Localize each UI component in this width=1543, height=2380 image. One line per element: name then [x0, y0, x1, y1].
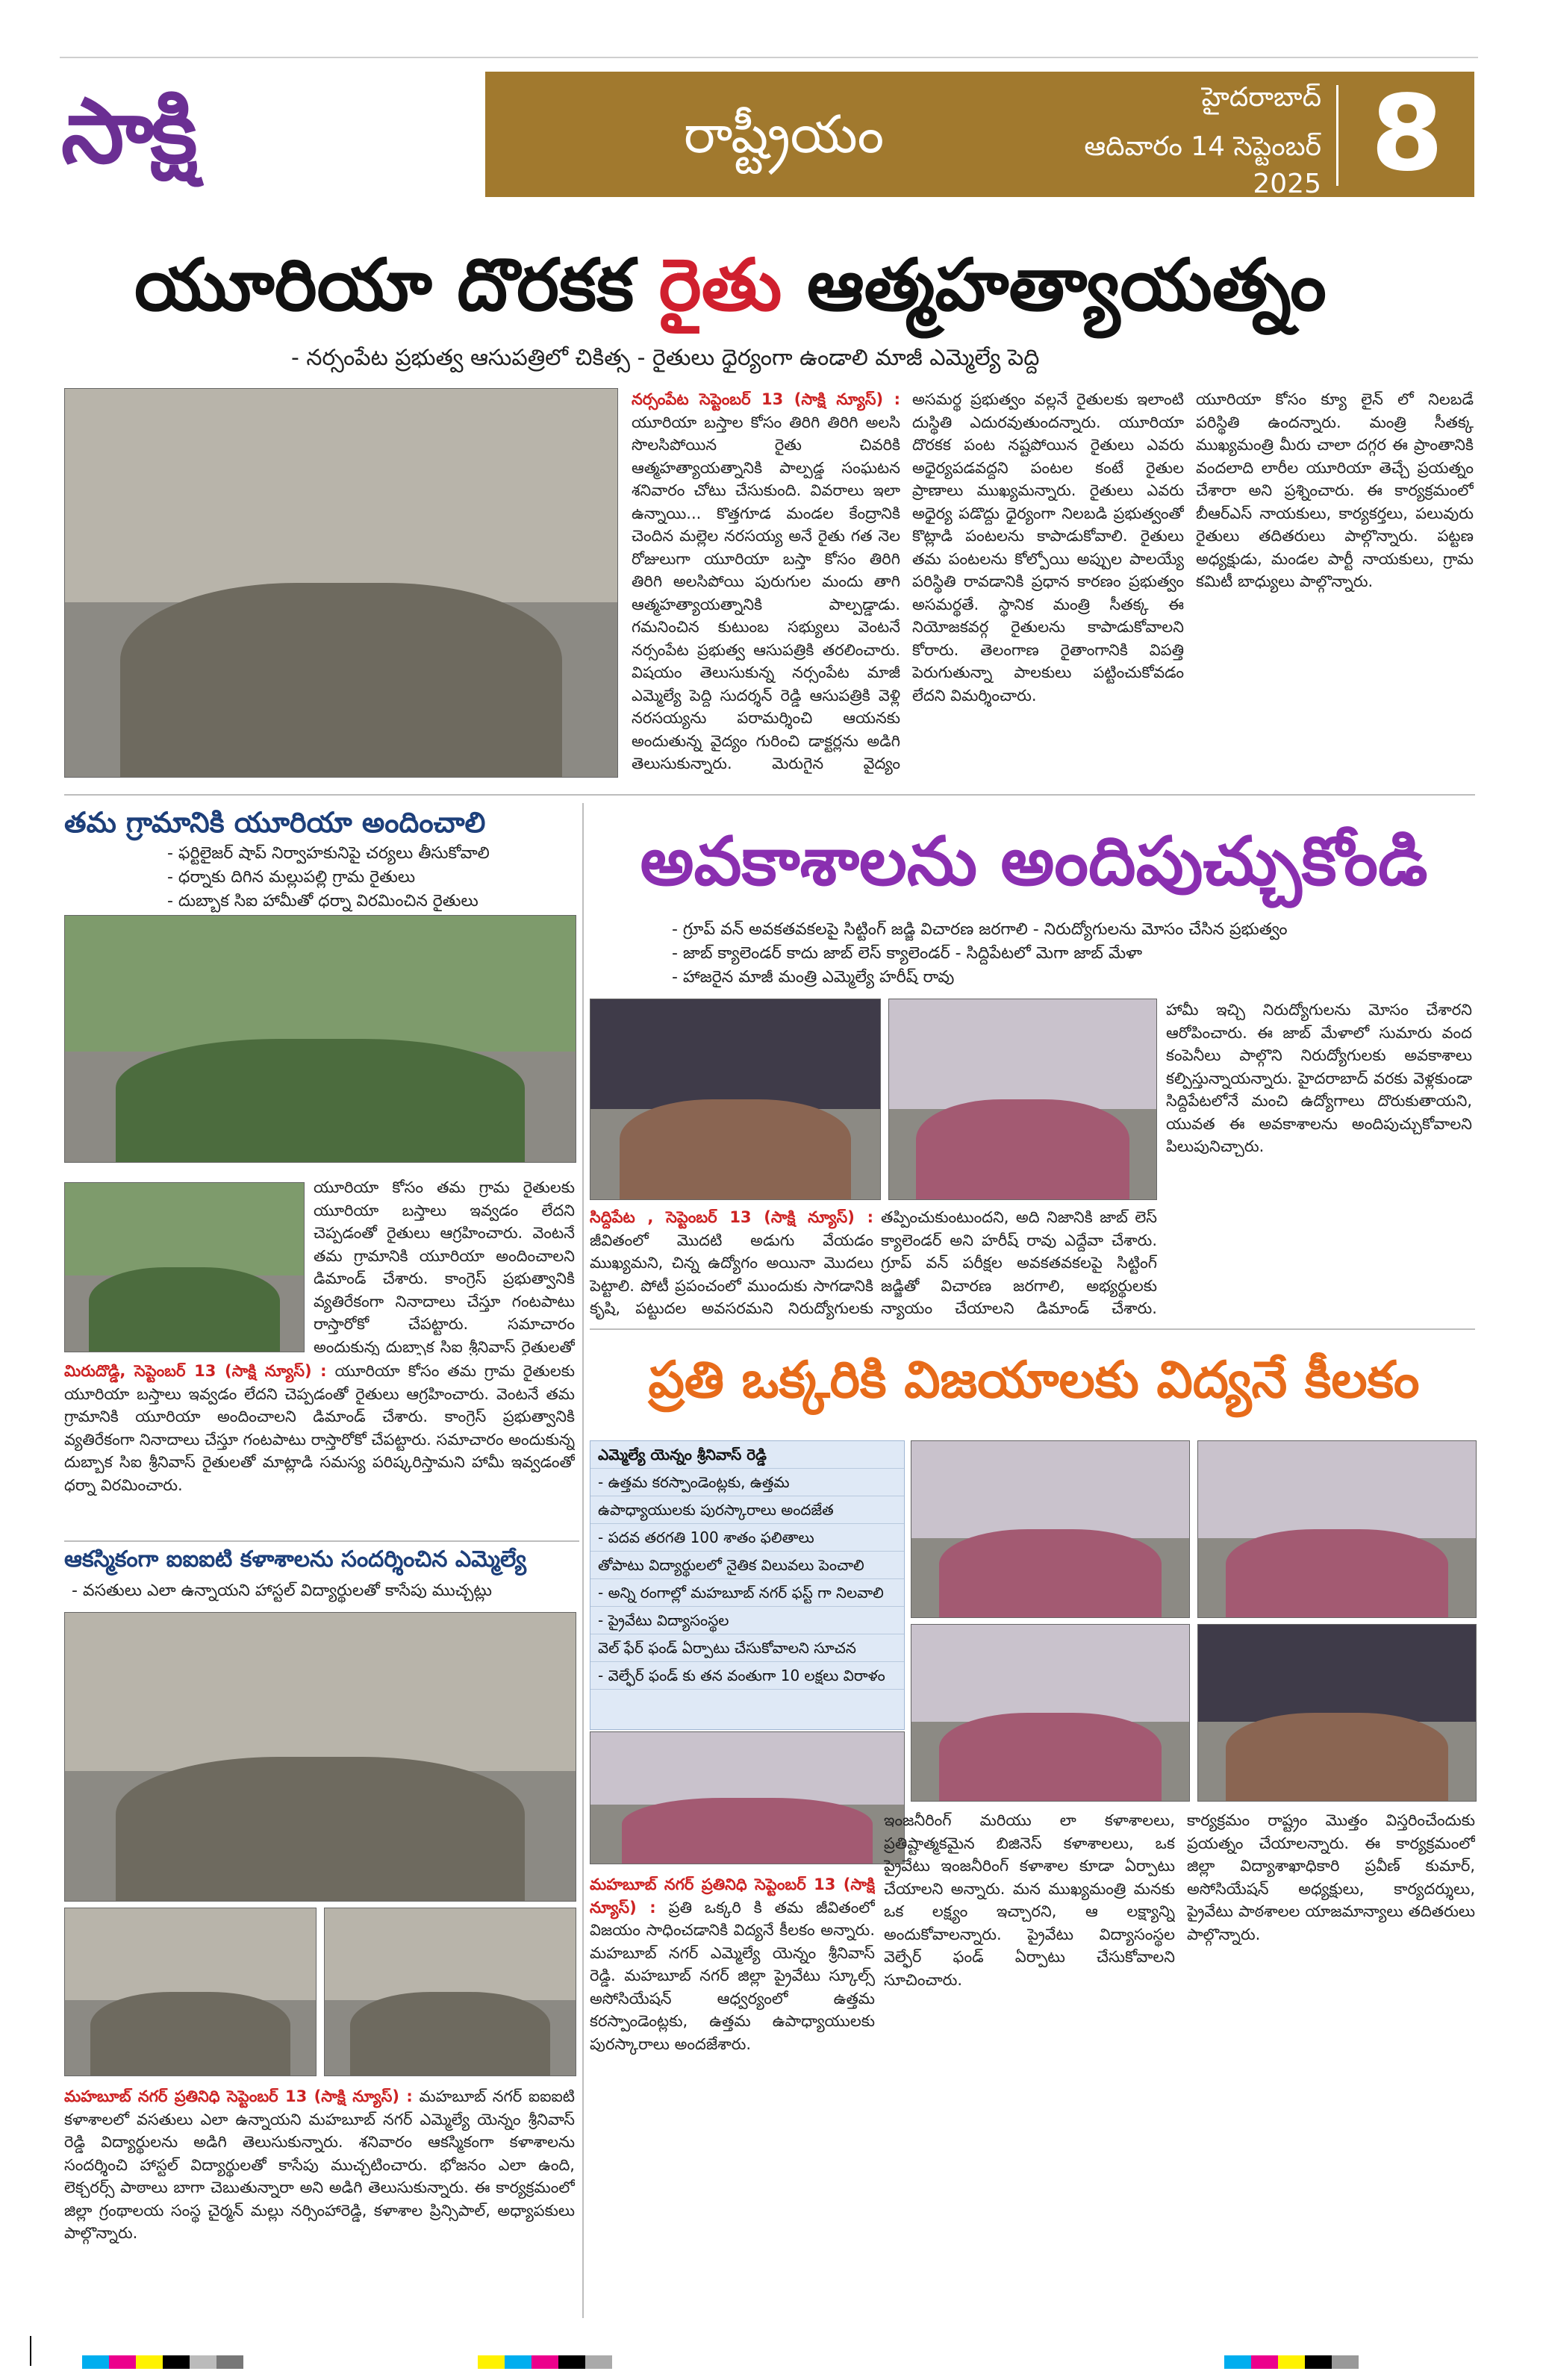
- story5-highlights-box: [590, 1440, 905, 1730]
- story4-bullet: - గ్రూప్ వన్ అవకతవకలపై సిట్టింగ్ జడ్జి విచారణ జరగాలి - నిరుద్యోగులను మోసం చేసిన ప్రభుత్వం: [672, 920, 1288, 939]
- divider-story2: [64, 1540, 579, 1542]
- story2-bullets: [167, 842, 585, 913]
- story3-dateline: మహబూబ్ నగర్ ప్రతినిధి సెప్టెంబర్ 13 (సాక్షి న్యూస్) :: [64, 2087, 413, 2105]
- top-rule: [60, 57, 1478, 58]
- story5-dateline: మహబూబ్ నగర్ ప్రతినిధి సెప్టెంబర్ 13 (సాక్షి న్యూస్) :: [590, 1875, 875, 1917]
- story1-headline-highlight: రైతు: [658, 243, 782, 327]
- story2-bullet: - ఫర్టిలైజర్ షాప్ నిర్వాహకునిపై చర్యలు తీసుకోవాలి: [167, 844, 490, 863]
- story5-photo-stage: [911, 1624, 1190, 1802]
- story4-bullets: [672, 918, 1478, 990]
- story2-photo-dharna: [64, 915, 576, 1163]
- highlight-item: - ప్రైవేటు విద్యాసంస్థల: [590, 1607, 904, 1634]
- story3-photo-hostel: [64, 1908, 317, 2076]
- highlight-item: - పదవ తరగతి 100 శాతం ఫలితాలు: [590, 1524, 904, 1552]
- story3-subhead: - వసతులు ఎలా ఉన్నాయని హాస్టల్ విద్యార్థులతో కాసేపు ముచ్చట్లు: [72, 1581, 493, 1600]
- story5-column-2: ఇంజనీరింగ్ మరియు లా కళాశాలలు, ప్రతిష్టాత్మకమైన బిజినెస్ కళాశాలలు, ఒక ప్రైవేటు ఇంజనీరింగ్ కళాశాల కూడా ఏర్పాటు చేయాలని అన్నారు. మన ముఖ్యమంత్రి మనకు ఒక లక్ష్యం ఇచ్చారని, ఆ లక్ష్యాన్ని అందుకోవాలన్నారు. ప్రైవేటు విద్యాసంస్థల వెల్ఫేర్ ఫండ్ ఏర్పాటు చేసుకోవాలని సూచించారు.: [884, 1811, 1175, 1989]
- story4-column-1-text: జీవితంలో మొదటి అడుగు వేయడం ముఖ్యమని, చిన్న ఉద్యోగం అయినా మొదలు పెట్టాలి. పోటీ ప్రపంచంలో ముందుకు సాగడానికి కృషి, పట్టుదల అవసరమని నిరుద్యోగులకు: [590, 1231, 873, 1317]
- column-divider: [582, 803, 584, 2318]
- crop-mark: [30, 2336, 31, 2366]
- story1-dateline: నర్సంపేట సెప్టెంబర్ 13 (సాక్షి న్యూస్) :: [632, 390, 900, 408]
- highlight-item: వెల్ ఫేర్ ఫండ్ ఏర్పాటు చేసుకోవాలని సూచన: [590, 1634, 904, 1662]
- story3-body: [64, 2085, 575, 2309]
- divider-story1: [64, 794, 1475, 796]
- story4-column-3: హామీ ఇచ్చి నిరుద్యోగులను మోసం చేశారని ఆరోపించారు. ఈ జాబ్ మేళాలో సుమారు వంద కంపెనీలు పాల్గొని నిరుద్యోగులకు అవకాశాలు కల్పిస్తున్నాయన్నారు. హైదరాబాద్ వరకు వెళ్లకుండా సిద్దిపేటలోనే మంచి ఉద్యోగాలు దొరుకుతాయని, యువత ఈ అవకాశాలను అందిపుచ్చుకోవాలని పిలుపునిచ్చారు.: [1166, 1001, 1472, 1155]
- story1-column-3: యూరియా కోసం క్యూ లైన్ లో నిలబడే పరిస్థితి ఉందన్నారు. మంత్రి సీతక్క ముఖ్యమంత్రి మీరు చాలా దగ్గర ఈ ప్రాంతానికి వందలాది లారీల యూరియా తెచ్చే ప్రయత్నం చేశారా అని ప్రశ్నించారు. ఈ కార్యక్రమంలో బీఆర్ఎస్ నాయకులు, కార్యకర్తలు, పలువురు రైతులు తదితరులు పాల్గొన్నారు. పట్టణ అధ్యక్షుడు, మండల పార్టీ నాయకులు, గ్రామ కమిటీ బాధ్యులు పాల్గొన్నారు.: [1196, 390, 1474, 590]
- edition-city: హైదరాబాద్: [1201, 82, 1321, 113]
- highlight-item: ఉపాధ్యాయులకు పురస్కారాలు అందజేత: [590, 1496, 904, 1524]
- story5-headline: ప్రతి ఒక్కరికి విజయాలకు విద్యనే కీలకం: [648, 1351, 1420, 1410]
- story5-photo-award-1: [911, 1440, 1190, 1618]
- story4-photo-audience: [590, 999, 881, 1200]
- story1-column-2: అసమర్థ ప్రభుత్వం వల్లనే రైతులకు ఇలాంటి దుస్థితి ఎదురవుతుందన్నారు. యూరియా దొరకక పంట నష్టపోయిన రైతులు ఎవరు అధైర్యపడవద్దని పంటల కంటే రైతుల ప్రాణాలు ముఖ్యమన్నారు. రైతులు ఎవరు అధైర్య పడొద్దు ధైర్యంగా నిలబడి ప్రభుత్వంతో కొట్లాడి పంటలను కాపాడుకోవాలి. రైతులు తమ పంటలను కోల్పోయి అప్పుల పాలయ్యే పరిస్థితి రావడానికి ప్రధాన కారణం ప్రభుత్వం అసమర్థతే. స్థానిక మంత్రి సీతక్క ఈ నియోజకవర్గ రైతులను కాపాడుకోవాలని కోరారు. తెలంగాణ రైతాంగానికి విపత్తి పెరుగుతున్నా పాలకులు పట్టించుకోవడం లేదని విమర్శించారు.: [912, 390, 1184, 705]
- story5-photo-award-2: [1197, 1440, 1477, 1618]
- story2-headline: తమ గ్రామానికి యూరియా అందించాలి: [64, 806, 486, 839]
- highlight-item: - ఉత్తమ కరస్పాండెంట్లకు, ఉత్తమ: [590, 1469, 904, 1496]
- story2-bullet: - దుబ్బాక సిఐ హామీతో ధర్నా విరమించిన రైతులు: [167, 892, 479, 911]
- story2-body: [64, 1360, 575, 1534]
- registration-bar-center: [478, 2355, 612, 2369]
- story1-column-1-text: యూరియా బస్తాల కోసం తిరిగి తిరిగి అలసి సొలసిపోయిన రైతు చివరికి ఆత్మహత్యాయత్నానికి పాల్పడ్డ సంఘటన శనివారం చోటు చేసుకుంది. వివరాలు ఇలా ఉన్నాయి... కొత్తగూడ మండల కేంద్రానికి చెందిన మల్లెల నరసయ్య అనే రైతు గత నెల రోజులుగా యూరియా బస్తా కోసం తిరిగి తిరిగి అలసిపోయి పురుగుల మందు తాగి ఆత్మహత్యాయత్నానికి పాల్పడ్డాడు. గమనించిన కుటుంబ సభ్యులు వెంటనే నర్సంపేట ప్రభుత్వ ఆసుపత్రికి తరలించారు. విషయం తెలుసుకున్న నర్సంపేట మాజీ ఎమ్మెల్యే పెద్ది సుదర్శన్ రెడ్డి ఆసుపత్రికి వెళ్లి నరసయ్యను పరామర్శించి ఆయనకు అందుతున్న వైద్యం గురించి డాక్టర్లను అడిగి తెలుసుకున్నారు. మెరుగైన వైద్యం: [632, 413, 900, 772]
- story5-photo-audience: [1197, 1624, 1477, 1802]
- story5-photo-group: [590, 1731, 905, 1864]
- section-title: రాష్ట్రీయం: [683, 104, 885, 165]
- story3-headline: ఆకస్మికంగా ఐఐఐటి కళాశాలను సందర్శించిన ఎమ్మెల్యే: [64, 1546, 526, 1572]
- story4-column-1: [590, 1206, 873, 1319]
- story4-bullet: - జాబ్ క్యాలెండర్ కాదు జాబ్ లెస్ క్యాలెండర్ - సిద్దిపేటలో మెగా జాబ్ మేళా: [672, 944, 1143, 963]
- highlight-item: - వెల్ఫేర్ ఫండ్ కు తన వంతుగా 10 లక్షలు విరాళం: [590, 1662, 904, 1690]
- story2-body-text: యూరియా కోసం తమ గ్రామ రైతులకు యూరియా బస్తాలు ఇవ్వడం లేదని చెప్పడంతో రైతులు ఆగ్రహించారు. వెంటనే తమ గ్రామానికి యూరియా అందించాలని డిమాండ్ చేశారు. కాంగ్రెస్ ప్రభుత్వానికి వ్యతిరేకంగా నినాదాలు చేస్తూ గంటపాటు రాస్తారోకో చేపట్టారు. సమాచారం అందుకున్న దుబ్బాక సిఐ శ్రీనివాస్ రైతులతో మాట్లాడి సమస్య పరిష్కరిస్తామని హామీ ఇవ్వడంతో ధర్నా విరమించారు.: [64, 1362, 575, 1494]
- divider-story4: [590, 1328, 1475, 1330]
- story2-photo-farmers: [64, 1182, 305, 1352]
- newspaper-logo: సాక్షి: [61, 80, 195, 184]
- highlight-item: ఎమ్మెల్యే యెన్నం శ్రీనివాస్ రెడ్డి: [590, 1441, 904, 1469]
- story2-dateline: మిరుదొడ్డి, సెప్టెంబర్ 13 (సాక్షి న్యూస్) :: [64, 1362, 327, 1380]
- highlight-item: తోపాటు విద్యార్థులలో నైతిక విలువలు పెంచాలి: [590, 1552, 904, 1579]
- story4-bullet: - హాజరైన మాజీ మంత్రి ఎమ్మెల్యే హరీష్ రావు: [672, 968, 955, 987]
- story1-headline-part1: యూరియా దొరకక: [134, 243, 659, 327]
- story5-column-3: కార్యక్రమం రాష్ట్రం మొత్తం విస్తరించేందుకు ప్రయత్నం చేయాలన్నారు. ఈ కార్యక్రమంలో జిల్లా విద్యాశాఖాధికారి ప్రవీణ్ కుమార్, అసోసియేషన్ అధ్యక్షులు, కార్యదర్శులు, ప్రైవేటు పాఠశాలల యాజమాన్యాలు తదితరులు పాల్గొన్నారు.: [1187, 1811, 1475, 1943]
- story4-column-2: తప్పించుకుంటుందని, అది నిజానికి జాబ్ లెస్ క్యాలెండర్ అని హరీష్ రావు ఎద్దేవా చేశారు. గ్రూప్ వన్ పరీక్షల అవకతవకలపై సిట్టింగ్ జడ్జితో విచారణ జరగాలి, అభ్యర్థులకు న్యాయం చేయాలని డిమాండ్ చేశారు.: [881, 1208, 1157, 1317]
- page-number: 8: [1371, 73, 1444, 195]
- registration-bar-right: [1224, 2355, 1359, 2369]
- story1-headline: [134, 240, 1448, 330]
- registration-bar-left: [82, 2355, 243, 2369]
- story1-column-1: [632, 388, 900, 776]
- page-number-divider: [1336, 85, 1338, 186]
- story3-body-text: మహబూబ్ నగర్ ఐఐఐటి కళాశాలలో వసతులు ఎలా ఉన్నాయని మహబూబ్ నగర్ ఎమ్మెల్యే యెన్నం శ్రీనివాస్ రెడ్డి విద్యార్థులను అడిగి తెలుసుకున్నారు. శనివారం ఆకస్మికంగా కళాశాలను సందర్శించి హాస్టల్ విద్యార్థులతో కాసేపు ముచ్చటించారు. భోజనం ఎలా ఉంది, లెక్చరర్స్ పాఠాలు బాగా చెబుతున్నారా అని అడిగి తెలుసుకున్నారు. ఈ కార్యక్రమంలో జిల్లా గ్రంథాలయ సంస్థ చైర్మన్ మల్లు నర్సింహారెడ్డి, కళాశాల ప్రిన్సిపాల్, అధ్యాపకులు పాల్గొన్నారు.: [64, 2087, 575, 2242]
- story1-subhead: - నర్సంపేట ప్రభుత్వ ఆసుపత్రిలో చికిత్స - రైతులు ధైర్యంగా ఉండాలి మాజీ ఎమ్మెల్యే పెద్ది: [291, 345, 1040, 371]
- story4-dateline: సిద్దిపేట , సెప్టెంబర్ 13 (సాక్షి న్యూస్) :: [590, 1208, 873, 1226]
- highlight-item: - అన్ని రంగాల్లో మహబూబ్ నగర్ ఫస్ట్ గా నిలవాలి: [590, 1579, 904, 1607]
- story2-bullet: - ధర్నాకు దిగిన మల్లుపల్లి గ్రామ రైతులు: [167, 868, 416, 887]
- edition-date: ఆదివారం 14 సెప్టెంబర్ 2025: [1084, 131, 1321, 199]
- story3-photo-college: [64, 1612, 576, 1902]
- story3-photo-students: [324, 1908, 576, 2076]
- story2-column-right: యూరియా కోసం తమ గ్రామ రైతులకు యూరియా బస్తాలు ఇవ్వడం లేదని చెప్పడంతో రైతులు ఆగ్రహించారు. వెంటనే తమ గ్రామానికి యూరియా అందించాలని డిమాండ్ చేశారు. కాంగ్రెస్ ప్రభుత్వానికి వ్యతిరేకంగా నినాదాలు చేస్తూ గంటపాటు రాస్తారోకో చేపట్టారు. సమాచారం అందుకున్న దుబ్బాక సిఐ శ్రీనివాస్ రైతులతో: [314, 1178, 575, 1355]
- story4-headline: అవకాశాలను అందిపుచ్చుకోండి: [640, 822, 1428, 901]
- story1-headline-part2: ఆత్మహత్యాయత్నం: [782, 243, 1327, 327]
- story1-photo-hospital: [64, 388, 618, 778]
- story4-photo-harish-rao: [888, 999, 1157, 1200]
- story5-column-1-text: ప్రతి ఒక్కరి కి తమ జీవితంలో విజయం సాధించడానికి విద్యనే కీలకం అన్నారు. మహబూబ్ నగర్ ఎమ్మెల్యే యెన్నం శ్రీనివాస్ రెడ్డి. మహబూబ్ నగర్ జిల్లా ప్రైవేటు స్కూల్స్ అసోసియేషన్ ఆధ్వర్యంలో ఉత్తమ కరస్పాండెంట్లకు, ఉత్తమ ఉపాధ్యాయులకు పురస్కారాలు అందజేశారు.: [590, 1898, 875, 2053]
- story5-column-1: [590, 1873, 875, 2314]
